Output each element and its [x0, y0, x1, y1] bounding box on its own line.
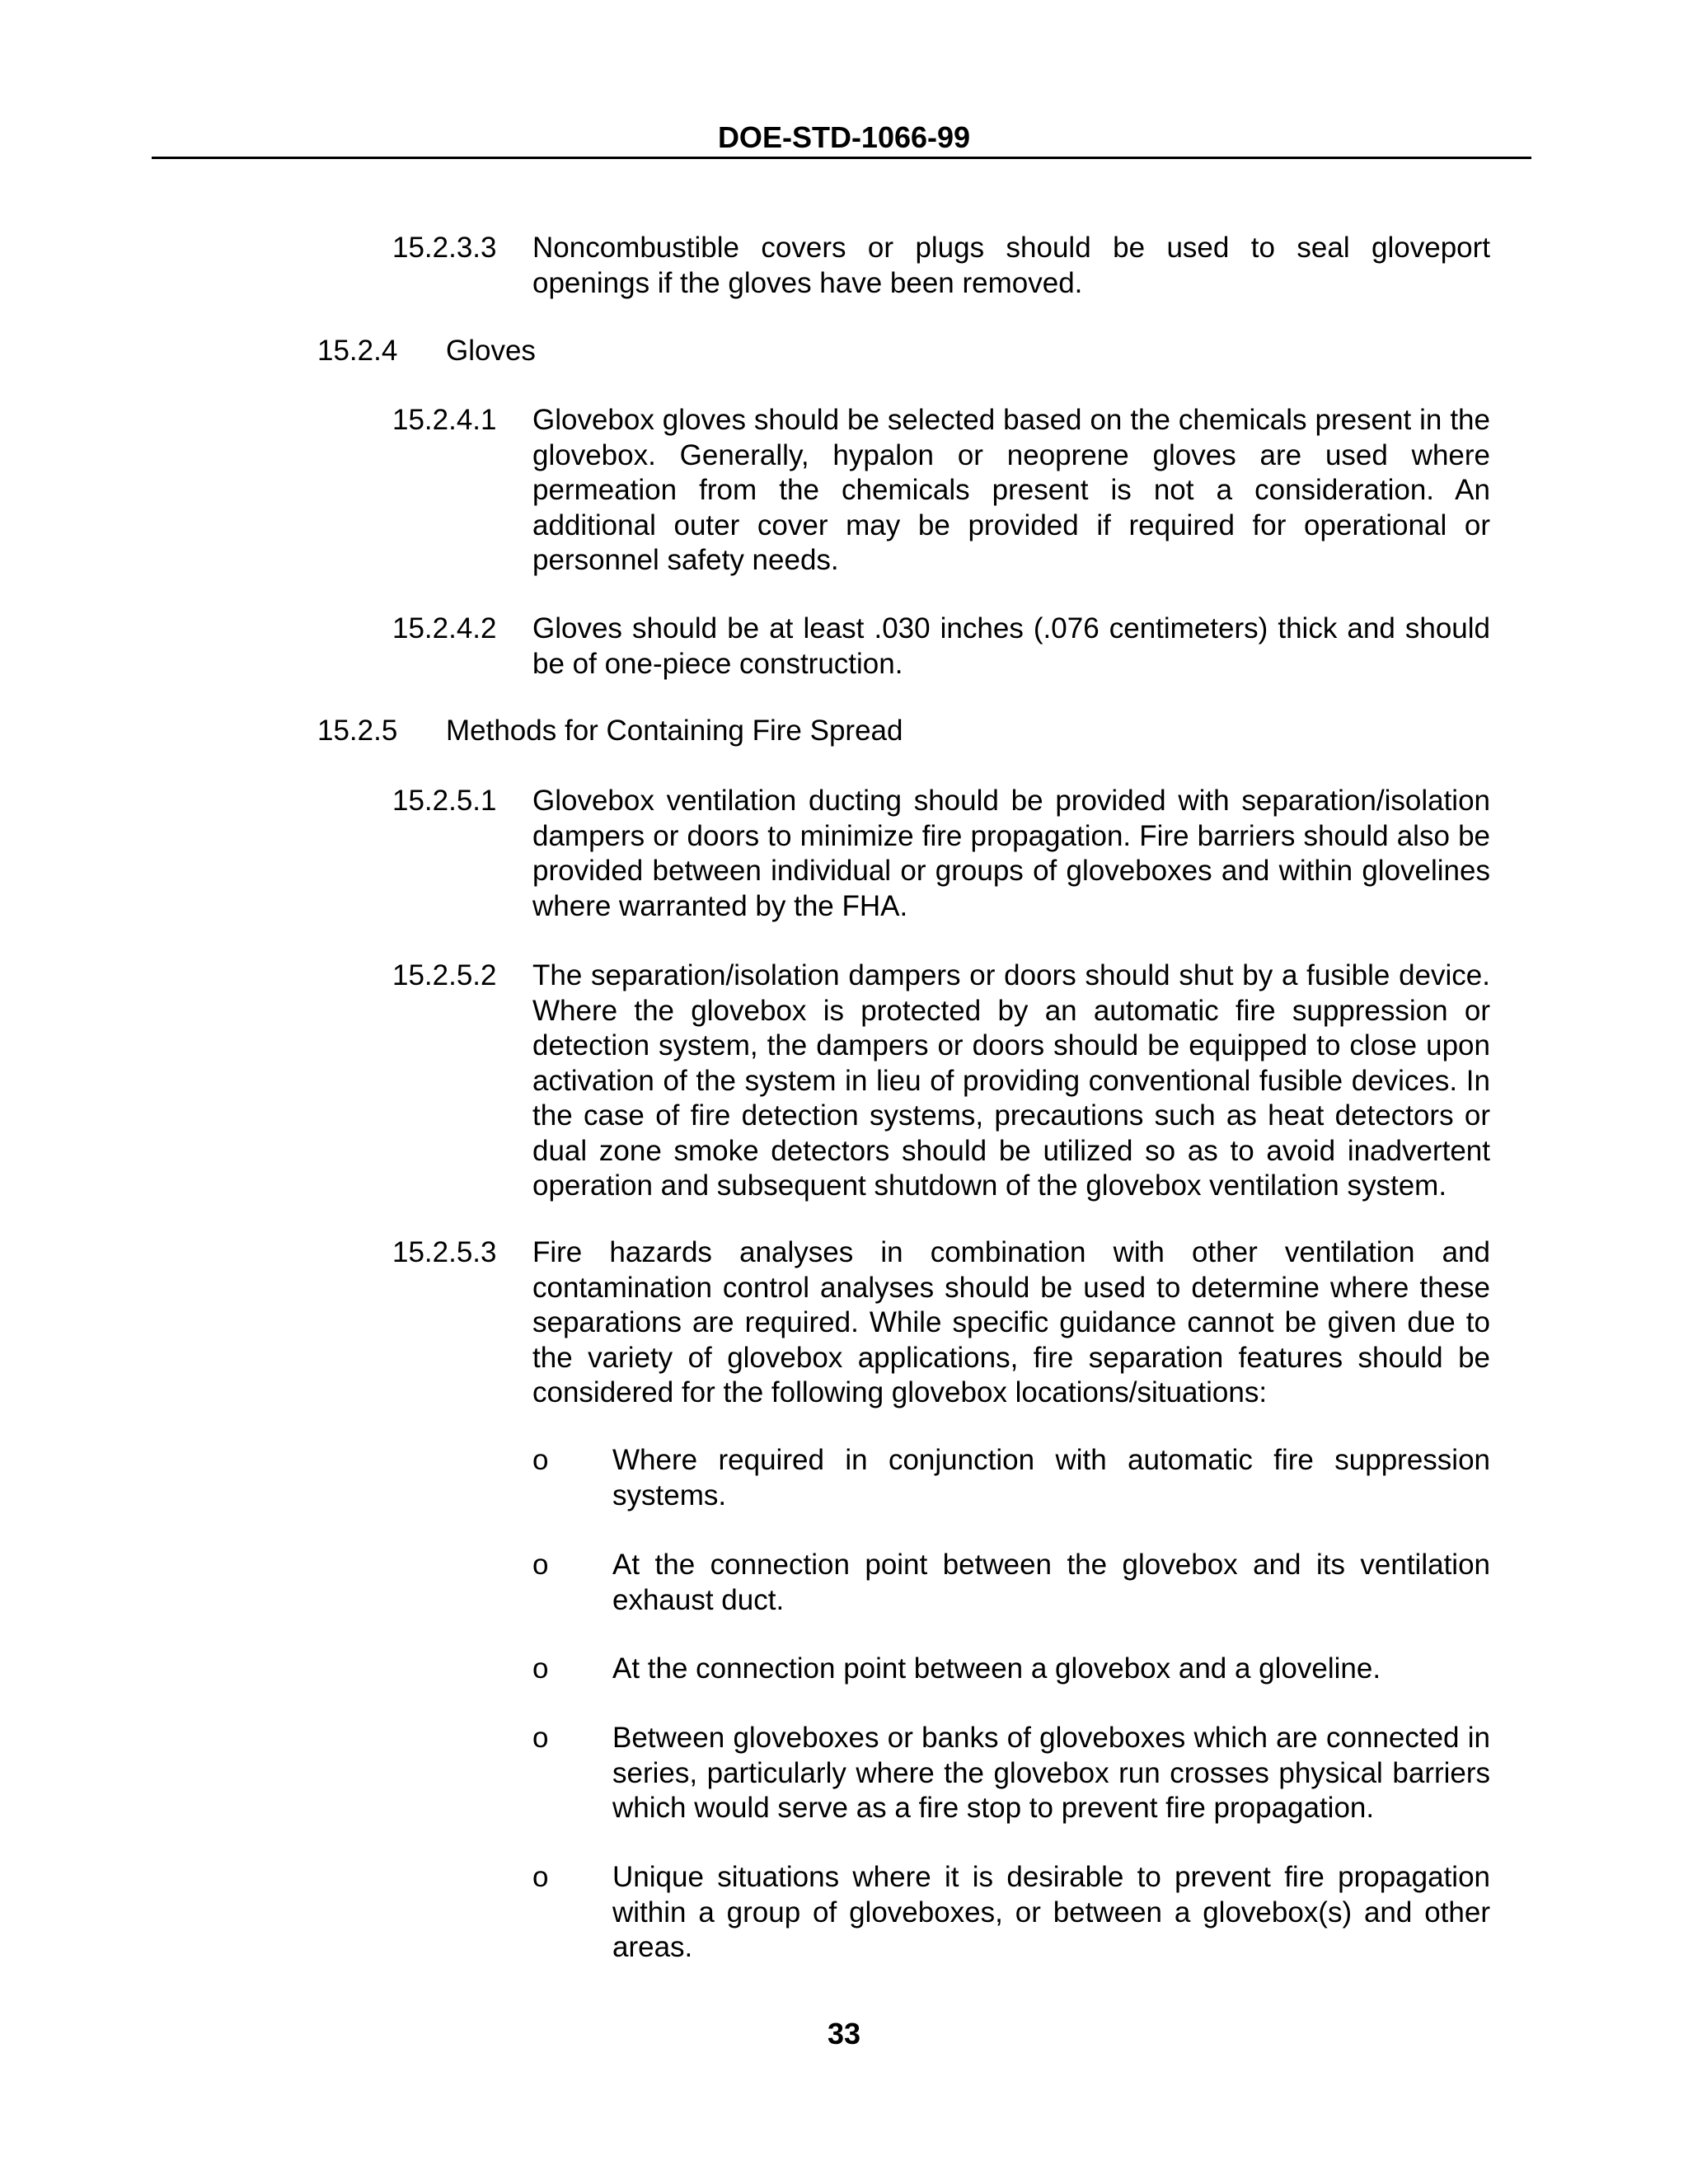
section-15-2-4-1 [0, 403, 1688, 584]
bullet-text: Between gloveboxes or banks of gloveboxes which are connected in series, particularly where the glovebox run crosses physical barriers which would serve as a fire stop to prevent fire propagation. [612, 1722, 1490, 1824]
section-number: 15.2.4 [317, 335, 398, 367]
section-text: Noncombustible covers or plugs should be used to seal gloveport openings if the gloves have been removed. [532, 232, 1490, 299]
section-number: 15.2.5.1 [392, 785, 497, 817]
bullet-marker: o [532, 1652, 549, 1685]
section-text: Gloves should be at least .030 inches (.076 centimeters) thick and should be of one-piece construction. [532, 612, 1490, 680]
bullet-text: At the connection point between a glovebox and a gloveline. [612, 1652, 1381, 1685]
section-15-2-5-heading [0, 714, 1688, 751]
page-number: 33 [827, 2017, 861, 2050]
section-text: The separation/isolation dampers or doors should shut by a fusible device. Where the glovebox is protected by an automatic fire suppression or detection system, the dampers or doors should be equipped to close upon activation of the system in lieu of providing conventional fusible devices. In the case of fire detection systems, precautions such as heat detectors or dual zone smoke detectors should be utilized so as to avoid inadvertent operation and subsequent shutdown of the glovebox ventilation system. [532, 959, 1490, 1202]
section-15-2-5-1 [0, 784, 1688, 928]
bullet-item [0, 1860, 1688, 1971]
bullet-marker: o [532, 1861, 549, 1893]
section-number: 15.2.5 [317, 715, 398, 747]
section-number: 15.2.5.3 [392, 1236, 497, 1268]
bullet-item [0, 1443, 1688, 1517]
bullet-text: Unique situations where it is desirable to prevent fire propagation within a group of gloveboxes, or between a glovebox(s) and other areas. [612, 1861, 1490, 1963]
bullet-marker: o [532, 1444, 549, 1476]
section-number: 15.2.3.3 [392, 232, 497, 264]
header-divider [152, 157, 1531, 159]
section-15-2-4-heading [0, 334, 1688, 371]
section-15-2-5-3 [0, 1235, 1688, 1417]
bullet-marker: o [532, 1722, 549, 1754]
bullet-text: Where required in conjunction with automatic fire suppression systems. [612, 1444, 1490, 1511]
section-text: Glovebox ventilation ducting should be provided with separation/isolation dampers or doors to minimize fire propagation. Fire barriers should also be provided between individual or groups of gloveboxes and within glovelines where warranted by the FHA. [532, 785, 1490, 922]
section-text: Glovebox gloves should be selected based on the chemicals present in the glovebox. Generally, hypalon or neoprene gloves are used where permeation from the chemicals present is not a consideration. An additional outer cover may be provided if required for operational or personnel safety needs. [532, 404, 1490, 576]
bullet-text: At the connection point between the glovebox and its ventilation exhaust duct. [612, 1549, 1490, 1616]
bullet-item [0, 1548, 1688, 1622]
section-15-2-4-2 [0, 612, 1688, 686]
section-text: Fire hazards analyses in combination with other ventilation and contamination control analyses should be used to determine where these separations are required. While specific guidance cannot be given due to the variety of glovebox applications, fire separation features should be considered for the following glovebox locations/situations: [532, 1236, 1490, 1408]
section-15-2-3-3 [0, 231, 1688, 305]
section-number: 15.2.5.2 [392, 959, 497, 991]
bullet-item [0, 1652, 1688, 1689]
document-header-title: DOE-STD-1066-99 [717, 120, 971, 154]
section-number: 15.2.4.1 [392, 404, 497, 436]
section-15-2-5-2 [0, 958, 1688, 1206]
bullet-item [0, 1721, 1688, 1832]
section-number: 15.2.4.2 [392, 612, 497, 644]
section-title: Methods for Containing Fire Spread [446, 715, 903, 747]
section-title: Gloves [446, 335, 536, 367]
bullet-marker: o [532, 1549, 549, 1581]
